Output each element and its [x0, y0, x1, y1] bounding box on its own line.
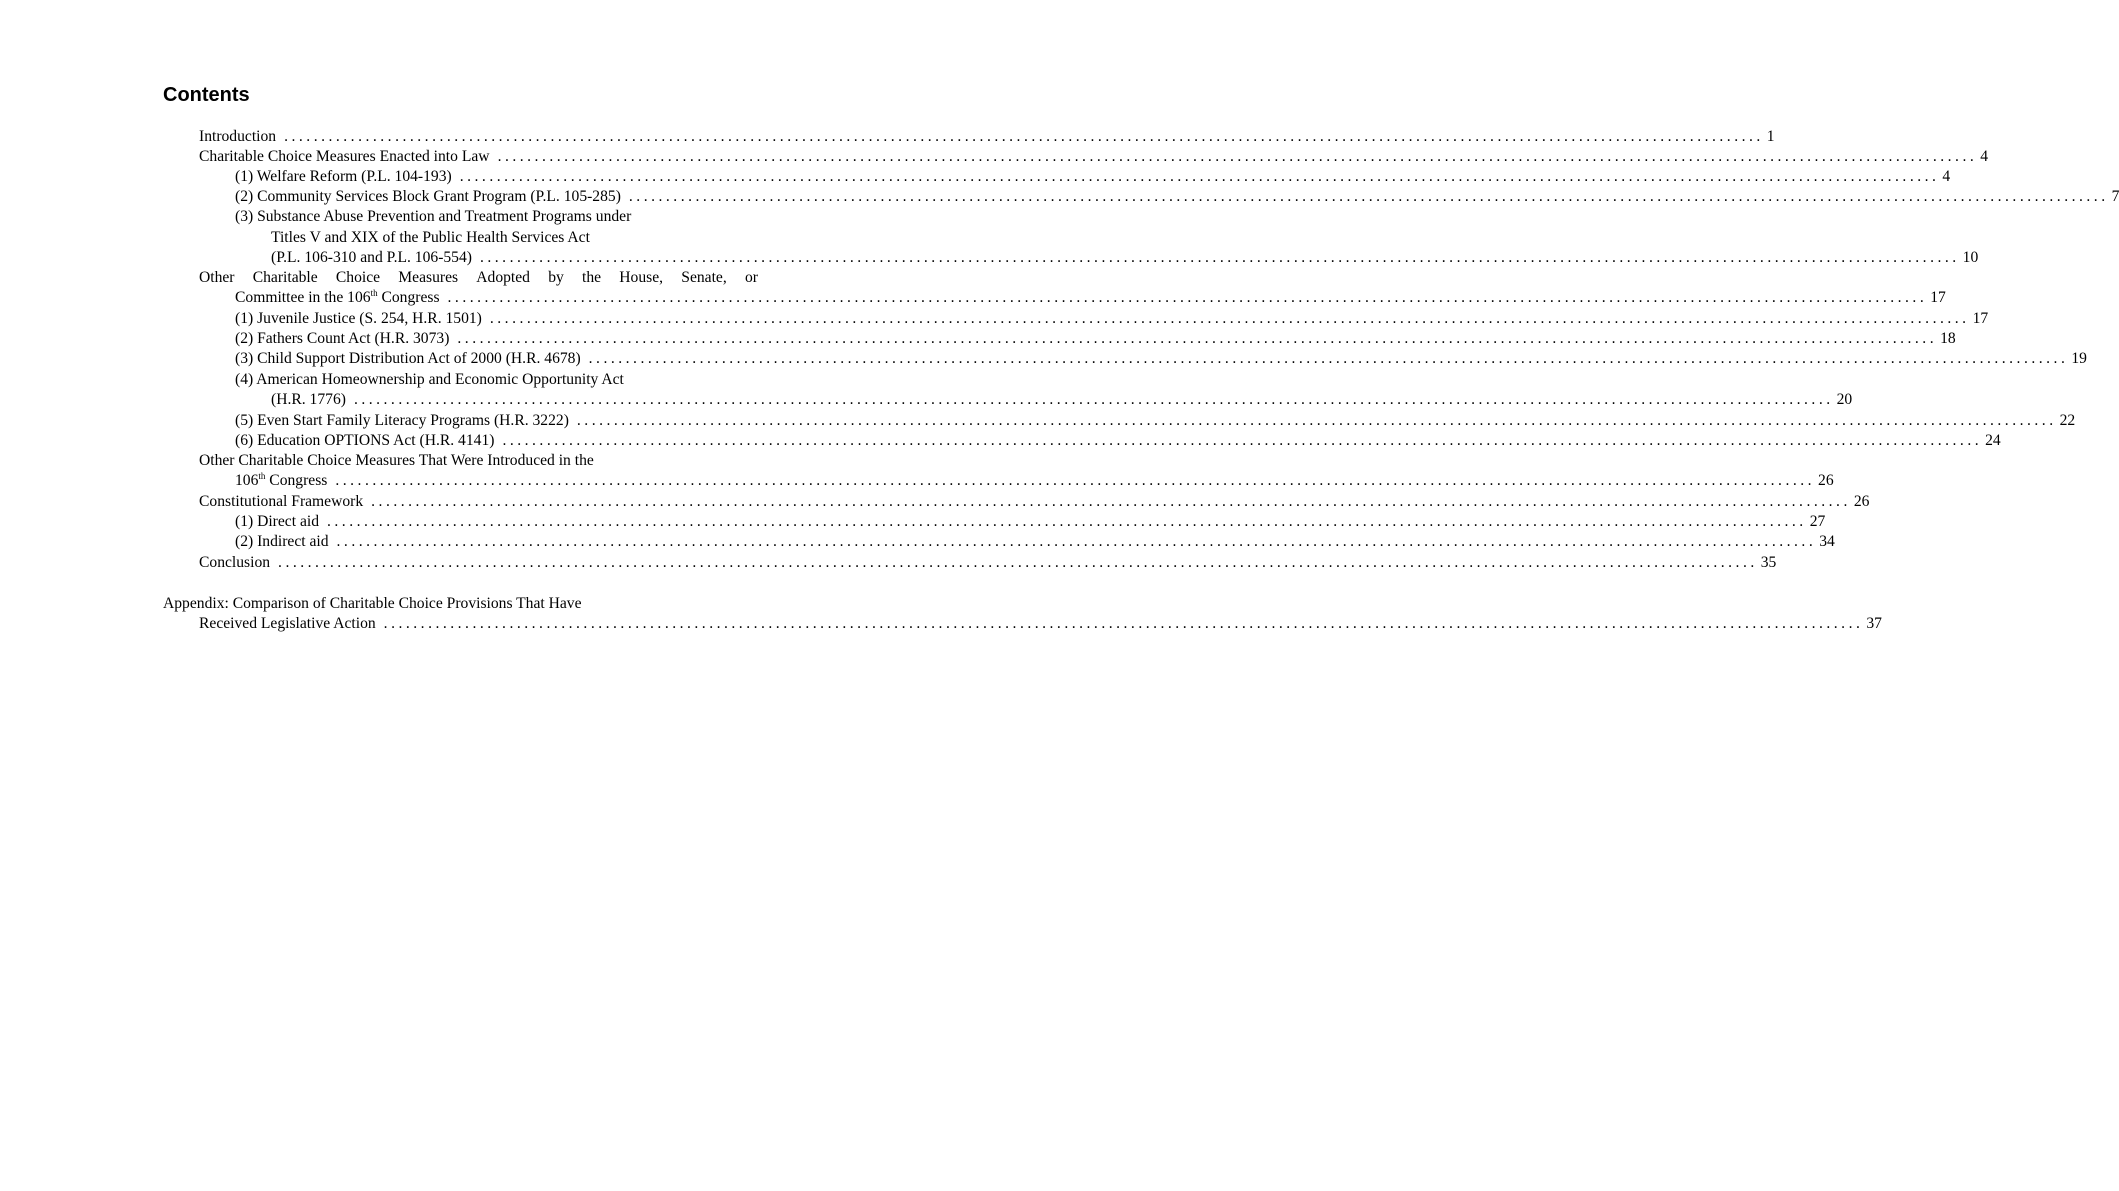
toc-entry-welfare-reform[interactable] — [235, 167, 1951, 187]
toc-entry-substance-line2[interactable] — [271, 228, 758, 248]
toc-entry-introduction[interactable] — [199, 127, 1775, 147]
dot-leader: ........................................................................................................................................................................................................ — [502, 432, 1983, 449]
dot-leader: ........................................................................................................................................................................................................ — [278, 554, 1758, 571]
toc-entry-label — [235, 471, 327, 491]
dot-leader: ........................................................................................................................................................................................................ — [457, 330, 1938, 347]
toc-entry-label: (3) Child Support Distribution Act of 2000 (H.R. 4678) — [235, 350, 581, 367]
toc-entry-label: (5) Even Start Family Literacy Programs (H.R. 3222) — [235, 412, 569, 429]
dot-leader: ........................................................................................................................................................................................................ — [588, 350, 2069, 367]
dot-leader: ........................................................................................................................................................................................................ — [576, 412, 2057, 429]
toc-entry-even-start[interactable] — [235, 411, 2076, 431]
toc-page-number: 19 — [2071, 350, 2087, 367]
dot-leader: ........................................................................................................................................................................................................ — [383, 615, 1864, 632]
dot-leader: ........................................................................................................................................................................................................ — [335, 472, 1816, 489]
toc-word: House, — [619, 269, 664, 286]
toc-entry-substance-line3[interactable] — [271, 248, 1979, 268]
toc-entry-label: Constitutional Framework — [199, 493, 364, 510]
toc-entry-label: (1) Direct aid — [235, 513, 319, 530]
label-text: Committee in the 106 — [235, 289, 371, 306]
toc-entry-constitutional-framework[interactable] — [199, 492, 1870, 512]
dot-leader: ........................................................................................................................................................................................................ — [336, 533, 1817, 550]
toc-entry-fathers-count[interactable] — [235, 329, 1956, 349]
toc-entry-substance-line1[interactable] — [235, 207, 758, 227]
toc-word: Adopted — [476, 269, 530, 286]
toc-entry-label: (1) Juvenile Justice (S. 254, H.R. 1501) — [235, 310, 482, 327]
toc-page-number: 37 — [1866, 615, 1882, 632]
toc-word: by — [548, 269, 564, 286]
toc-entry-label: Introduction — [199, 128, 277, 145]
toc-entry-label: (P.L. 106-310 and P.L. 106-554) — [271, 249, 472, 266]
toc-word: Charitable — [252, 269, 318, 286]
dot-leader: ........................................................................................................................................................................................................ — [371, 493, 1851, 510]
toc-entry-introduced-line2[interactable] — [235, 471, 1834, 491]
toc-entry-label: (H.R. 1776) — [271, 391, 346, 408]
toc-entry-adopted-line2[interactable] — [235, 288, 1946, 308]
toc-word: Choice — [335, 269, 381, 286]
label-text: 106 — [235, 472, 259, 489]
ordinal-superscript: th — [370, 288, 378, 298]
toc-entry-label: (3) Substance Abuse Prevention and Treatment Programs under — [235, 208, 632, 225]
toc-entry-adopted-line1[interactable] — [199, 268, 758, 288]
dot-leader: ........................................................................................................................................................................................................ — [459, 168, 1940, 185]
toc-page-number: 10 — [1962, 249, 1979, 266]
toc-entry-juvenile-justice[interactable] — [235, 309, 1989, 329]
toc-page-number: 26 — [1818, 472, 1834, 489]
toc-page-number: 35 — [1760, 554, 1777, 571]
dot-leader: ........................................................................................................................................................................................................ — [628, 188, 2109, 205]
toc-word: the — [582, 269, 602, 286]
dot-leader: ........................................................................................................................................................................................................ — [489, 310, 1970, 327]
toc-entry-label: Conclusion — [199, 554, 271, 571]
toc-entry-label: Other Charitable Choice Measures That Were Introduced in the — [199, 452, 594, 469]
toc-page-number: 4 — [1980, 148, 1989, 165]
dot-leader: ........................................................................................................................................................................................................ — [327, 513, 1807, 530]
toc-entry-label: Received Legislative Action — [199, 615, 376, 632]
label-text: Congress — [265, 472, 328, 489]
toc-page-number: 17 — [1930, 289, 1946, 306]
toc-entry-label: (6) Education OPTIONS Act (H.R. 4141) — [235, 432, 495, 449]
ordinal-superscript: th — [258, 471, 266, 481]
toc-entry-label: (1) Welfare Reform (P.L. 104-193) — [235, 168, 452, 185]
toc-page-number: 18 — [1940, 330, 1956, 347]
dot-leader: ........................................................................................................................................................................................................ — [284, 128, 1764, 145]
toc-page-number: 27 — [1809, 513, 1826, 530]
toc-entry-appendix-line1[interactable] — [163, 594, 758, 614]
toc-word: Senate, — [681, 269, 727, 286]
toc-page-number: 20 — [1836, 391, 1853, 408]
toc-word: Measures — [398, 269, 459, 286]
label-text: Congress — [377, 289, 440, 306]
toc-page-number: 4 — [1942, 168, 1951, 185]
dot-leader: ........................................................................................................................................................................................................ — [497, 148, 1978, 165]
toc-entry-appendix-line2[interactable] — [199, 614, 1882, 634]
toc-entry-label: Charitable Choice Measures Enacted into Law — [199, 148, 490, 165]
toc-entry-label: (2) Fathers Count Act (H.R. 3073) — [235, 330, 450, 347]
toc-entry-label — [235, 288, 440, 308]
toc-entry-direct-aid[interactable] — [235, 512, 1826, 532]
toc-page-number: 1 — [1766, 128, 1775, 145]
toc-entry-label: Appendix: Comparison of Charitable Choice Provisions That Have — [163, 595, 582, 612]
toc-entry-label: Titles V and XIX of the Public Health Services Act — [271, 229, 590, 246]
toc-entry-homeownership-line2[interactable] — [271, 390, 1853, 410]
toc-entry-conclusion[interactable] — [199, 553, 1777, 573]
toc-page-number: 17 — [1972, 310, 1989, 327]
toc-page-number: 7 — [2111, 188, 2119, 205]
toc-entry-enacted[interactable] — [199, 147, 1989, 167]
toc-page-number: 26 — [1853, 493, 1870, 510]
toc-entry-csbg[interactable] — [235, 187, 2119, 207]
toc-entry-education-options[interactable] — [235, 431, 2001, 451]
toc-page-number: 34 — [1819, 533, 1835, 550]
toc-entry-label: (4) American Homeownership and Economic Opportunity Act — [235, 371, 624, 388]
toc-page-number: 24 — [1985, 432, 2001, 449]
toc-page-number: 22 — [2059, 412, 2076, 429]
dot-leader: ........................................................................................................................................................................................................ — [447, 289, 1928, 306]
toc-word: or — [744, 269, 758, 286]
toc-entry-label: (2) Indirect aid — [235, 533, 329, 550]
toc-entry-introduced-line1[interactable] — [199, 451, 758, 471]
toc-entry-child-support[interactable] — [235, 349, 2087, 369]
dot-leader: ........................................................................................................................................................................................................ — [353, 391, 1834, 408]
toc-entry-indirect-aid[interactable] — [235, 532, 1835, 552]
dot-leader: ........................................................................................................................................................................................................ — [479, 249, 1960, 266]
contents-heading: Contents — [163, 84, 250, 106]
toc-entry-label: (2) Community Services Block Grant Program (P.L. 105-285) — [235, 188, 621, 205]
toc-entry-homeownership-line1[interactable] — [235, 370, 758, 390]
toc-word: Other — [199, 269, 235, 286]
